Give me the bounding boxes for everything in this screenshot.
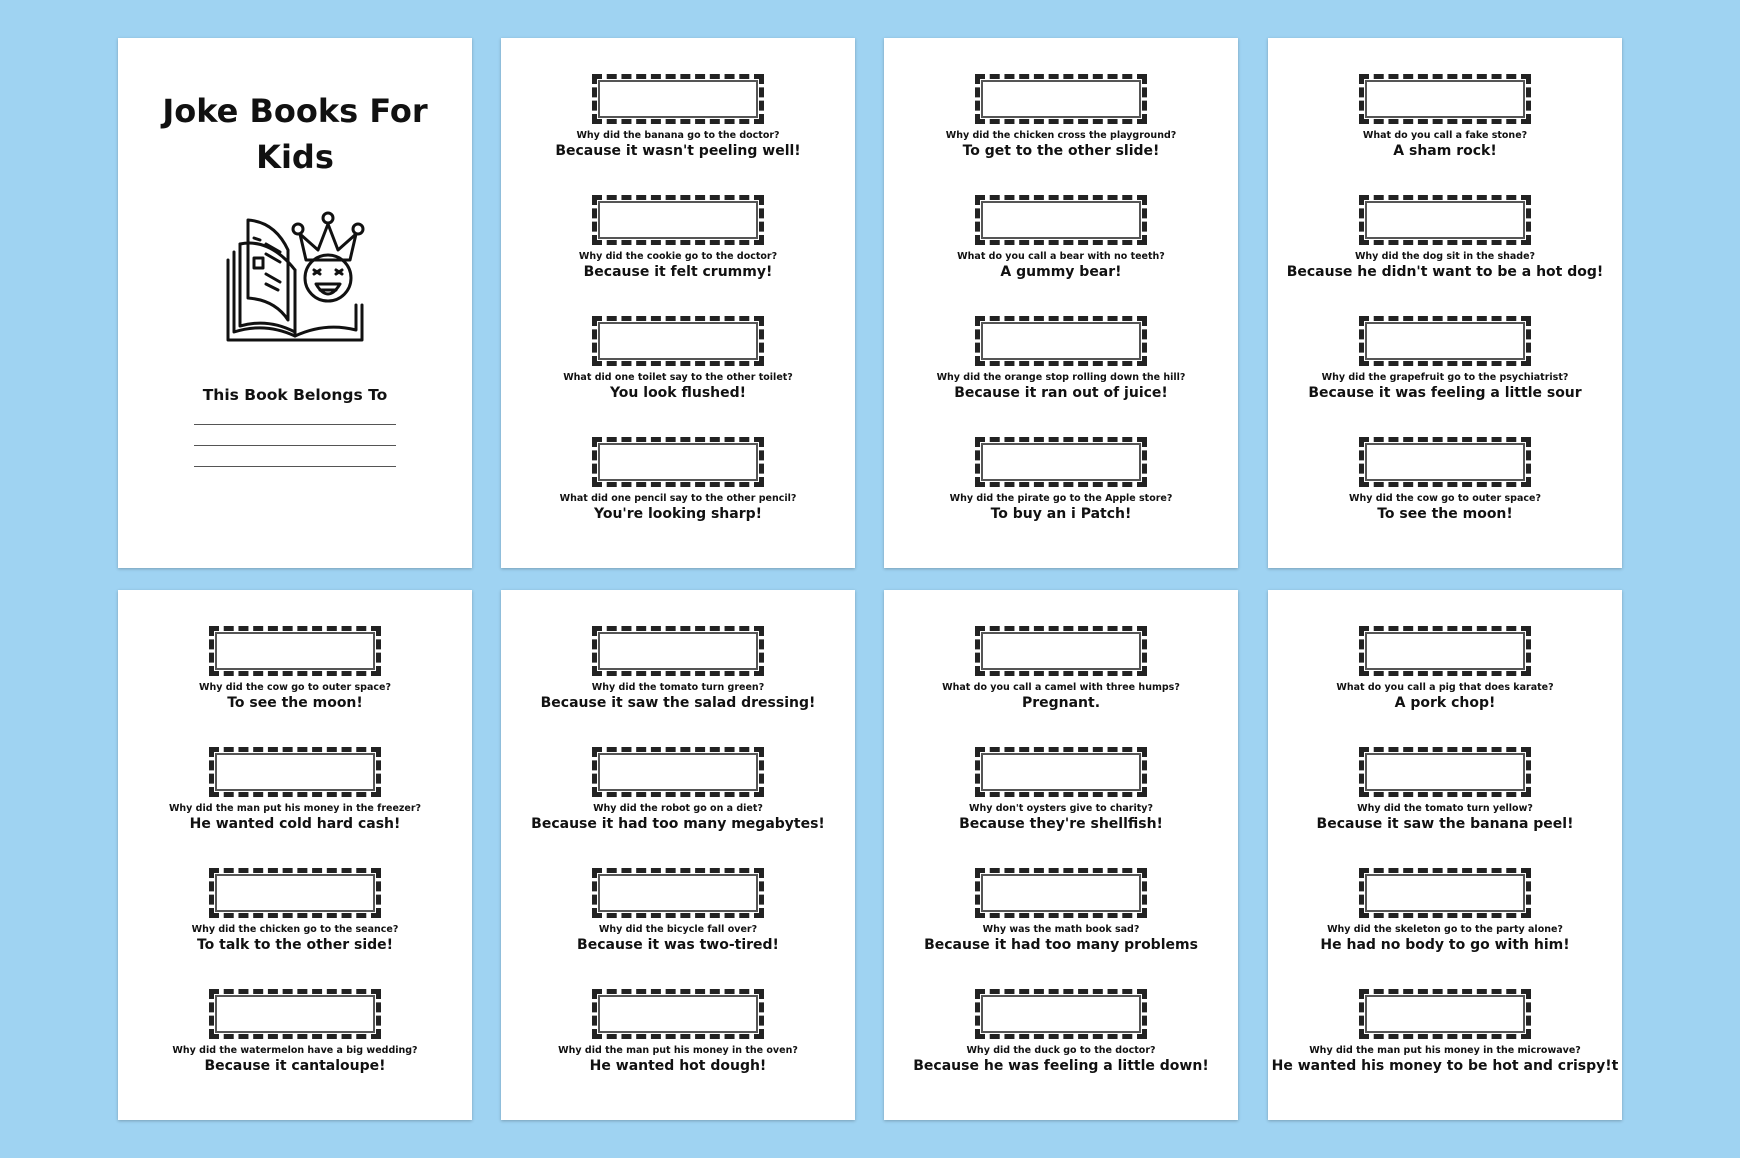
drawing-frame — [1359, 626, 1531, 676]
joke-answer: Because it saw the banana peel! — [1316, 816, 1574, 832]
drawing-frame — [975, 74, 1147, 124]
drawing-frame — [592, 868, 764, 918]
joke-page-7 — [1268, 590, 1622, 1120]
joke-answer: Because it was feeling a little sour — [1308, 385, 1582, 401]
joke-answer: You look flushed! — [609, 385, 747, 401]
joke-question: What do you call a camel with three humps? — [942, 682, 1180, 693]
joke-question: Why did the cow go to outer space? — [1349, 493, 1541, 504]
drawing-frame — [975, 316, 1147, 366]
joke-answer: Because it was two-tired! — [577, 937, 779, 953]
drawing-frame — [975, 626, 1147, 676]
name-line — [194, 445, 396, 446]
joke-answer: Because it had too many problems — [924, 937, 1198, 953]
joke-answer: A gummy bear! — [1000, 264, 1122, 280]
joke-question: Why did the cow go to outer space? — [199, 682, 391, 693]
drawing-frame — [209, 868, 381, 918]
drawing-frame — [975, 195, 1147, 245]
joke-question: Why did the man put his money in the freezer? — [168, 803, 422, 814]
joke-answer: Because he didn't want to be a hot dog! — [1286, 264, 1604, 280]
book-with-jester-icon — [220, 210, 370, 350]
joke-item — [1268, 832, 1622, 953]
joke-item — [884, 159, 1238, 280]
joke-answer: You're looking sharp! — [593, 506, 763, 522]
drawing-frame — [975, 868, 1147, 918]
joke-question: Why did the orange stop rolling down the hill? — [936, 372, 1186, 383]
joke-answer: To buy an i Patch! — [990, 506, 1132, 522]
joke-item — [884, 38, 1238, 159]
joke-item — [118, 953, 472, 1074]
joke-question: What do you call a fake stone? — [1362, 130, 1528, 141]
joke-item — [1268, 38, 1622, 159]
drawing-frame — [975, 989, 1147, 1039]
joke-answer: Because it ran out of juice! — [954, 385, 1168, 401]
joke-page-6 — [884, 590, 1238, 1120]
joke-item — [1268, 711, 1622, 832]
drawing-frame — [592, 437, 764, 487]
belongs-to-label: This Book Belongs To — [202, 386, 388, 404]
joke-item — [501, 953, 855, 1074]
joke-question: Why did the pirate go to the Apple store? — [949, 493, 1173, 504]
joke-answer: Because it felt crummy! — [583, 264, 773, 280]
joke-item — [118, 711, 472, 832]
drawing-frame — [1359, 868, 1531, 918]
drawing-frame — [592, 747, 764, 797]
joke-answer: Because it had too many megabytes! — [531, 816, 825, 832]
joke-answer: A pork chop! — [1394, 695, 1496, 711]
joke-answer: Because it cantaloupe! — [204, 1058, 386, 1074]
name-line — [194, 466, 396, 467]
drawing-frame — [592, 989, 764, 1039]
joke-question: Why did the bicycle fall over? — [598, 924, 758, 935]
joke-item — [1268, 401, 1622, 522]
joke-question: What did one toilet say to the other toilet? — [563, 372, 793, 383]
joke-item — [884, 832, 1238, 953]
joke-question: Why did the dog sit in the shade? — [1354, 251, 1536, 262]
joke-item — [501, 711, 855, 832]
joke-item — [501, 38, 855, 159]
joke-question: Why did the banana go to the doctor? — [576, 130, 780, 141]
joke-answer: He wanted hot dough! — [589, 1058, 767, 1074]
joke-answer: To talk to the other side! — [196, 937, 394, 953]
joke-question: Why did the man put his money in the oven? — [558, 1045, 798, 1056]
drawing-frame — [1359, 437, 1531, 487]
joke-item — [1268, 953, 1622, 1074]
drawing-frame — [592, 74, 764, 124]
joke-answer: Because they're shellfish! — [959, 816, 1163, 832]
joke-question: Why did the grapefruit go to the psychiatrist? — [1321, 372, 1569, 383]
joke-item — [1268, 159, 1622, 280]
drawing-frame — [975, 747, 1147, 797]
joke-answer: Because it saw the salad dressing! — [540, 695, 816, 711]
joke-item — [1268, 590, 1622, 711]
cover-title: Joke Books For Kids — [162, 92, 428, 176]
joke-question: Why did the robot go on a diet? — [593, 803, 763, 814]
joke-answer: He wanted his money to be hot and crispy!t — [1271, 1058, 1619, 1074]
joke-answer: To see the moon! — [1377, 506, 1513, 522]
joke-page-2 — [884, 38, 1238, 568]
joke-question: What do you call a bear with no teeth? — [957, 251, 1165, 262]
joke-question: Why did the chicken cross the playground? — [945, 130, 1177, 141]
joke-question: Why did the chicken go to the seance? — [191, 924, 399, 935]
joke-item — [884, 590, 1238, 711]
joke-question: Why did the tomato turn green? — [591, 682, 765, 693]
joke-item — [118, 832, 472, 953]
joke-question: Why did the duck go to the doctor? — [966, 1045, 1156, 1056]
drawing-frame — [1359, 316, 1531, 366]
drawing-frame — [1359, 195, 1531, 245]
joke-answer: A sham rock! — [1393, 143, 1497, 159]
drawing-frame — [209, 747, 381, 797]
joke-answer: To see the moon! — [227, 695, 363, 711]
joke-question: What did one pencil say to the other pencil? — [559, 493, 797, 504]
drawing-frame — [592, 626, 764, 676]
joke-answer: Because it wasn't peeling well! — [555, 143, 801, 159]
joke-item — [501, 280, 855, 401]
joke-question: Why did the watermelon have a big wedding? — [172, 1045, 418, 1056]
name-line — [194, 424, 396, 425]
joke-question: Why did the cookie go to the doctor? — [578, 251, 778, 262]
joke-item — [501, 590, 855, 711]
joke-page-4 — [118, 590, 472, 1120]
joke-question: Why did the tomato turn yellow? — [1357, 803, 1533, 814]
drawing-frame — [209, 626, 381, 676]
joke-page-5 — [501, 590, 855, 1120]
joke-answer: He had no body to go with him! — [1320, 937, 1570, 953]
joke-answer: Pregnant. — [1021, 695, 1101, 711]
joke-answer: To get to the other slide! — [962, 143, 1160, 159]
joke-answer: Because he was feeling a little down! — [913, 1058, 1209, 1074]
joke-item — [884, 401, 1238, 522]
joke-page-3 — [1268, 38, 1622, 568]
joke-question: Why don't oysters give to charity? — [969, 803, 1153, 814]
joke-item — [884, 711, 1238, 832]
drawing-frame — [209, 989, 381, 1039]
drawing-frame — [592, 195, 764, 245]
drawing-frame — [1359, 989, 1531, 1039]
joke-answer: He wanted cold hard cash! — [189, 816, 401, 832]
joke-item — [884, 280, 1238, 401]
joke-question: Why did the skeleton go to the party alone? — [1327, 924, 1563, 935]
drawing-frame — [1359, 747, 1531, 797]
joke-item — [501, 401, 855, 522]
joke-item — [501, 832, 855, 953]
joke-question: What do you call a pig that does karate? — [1336, 682, 1554, 693]
joke-item — [118, 590, 472, 711]
joke-item — [501, 159, 855, 280]
joke-item — [884, 953, 1238, 1074]
drawing-frame — [592, 316, 764, 366]
joke-question: Why was the math book sad? — [982, 924, 1140, 935]
drawing-frame — [975, 437, 1147, 487]
joke-question: Why did the man put his money in the microwave? — [1309, 1045, 1581, 1056]
cover-page — [118, 38, 472, 568]
drawing-frame — [1359, 74, 1531, 124]
joke-page-1 — [501, 38, 855, 568]
joke-item — [1268, 280, 1622, 401]
